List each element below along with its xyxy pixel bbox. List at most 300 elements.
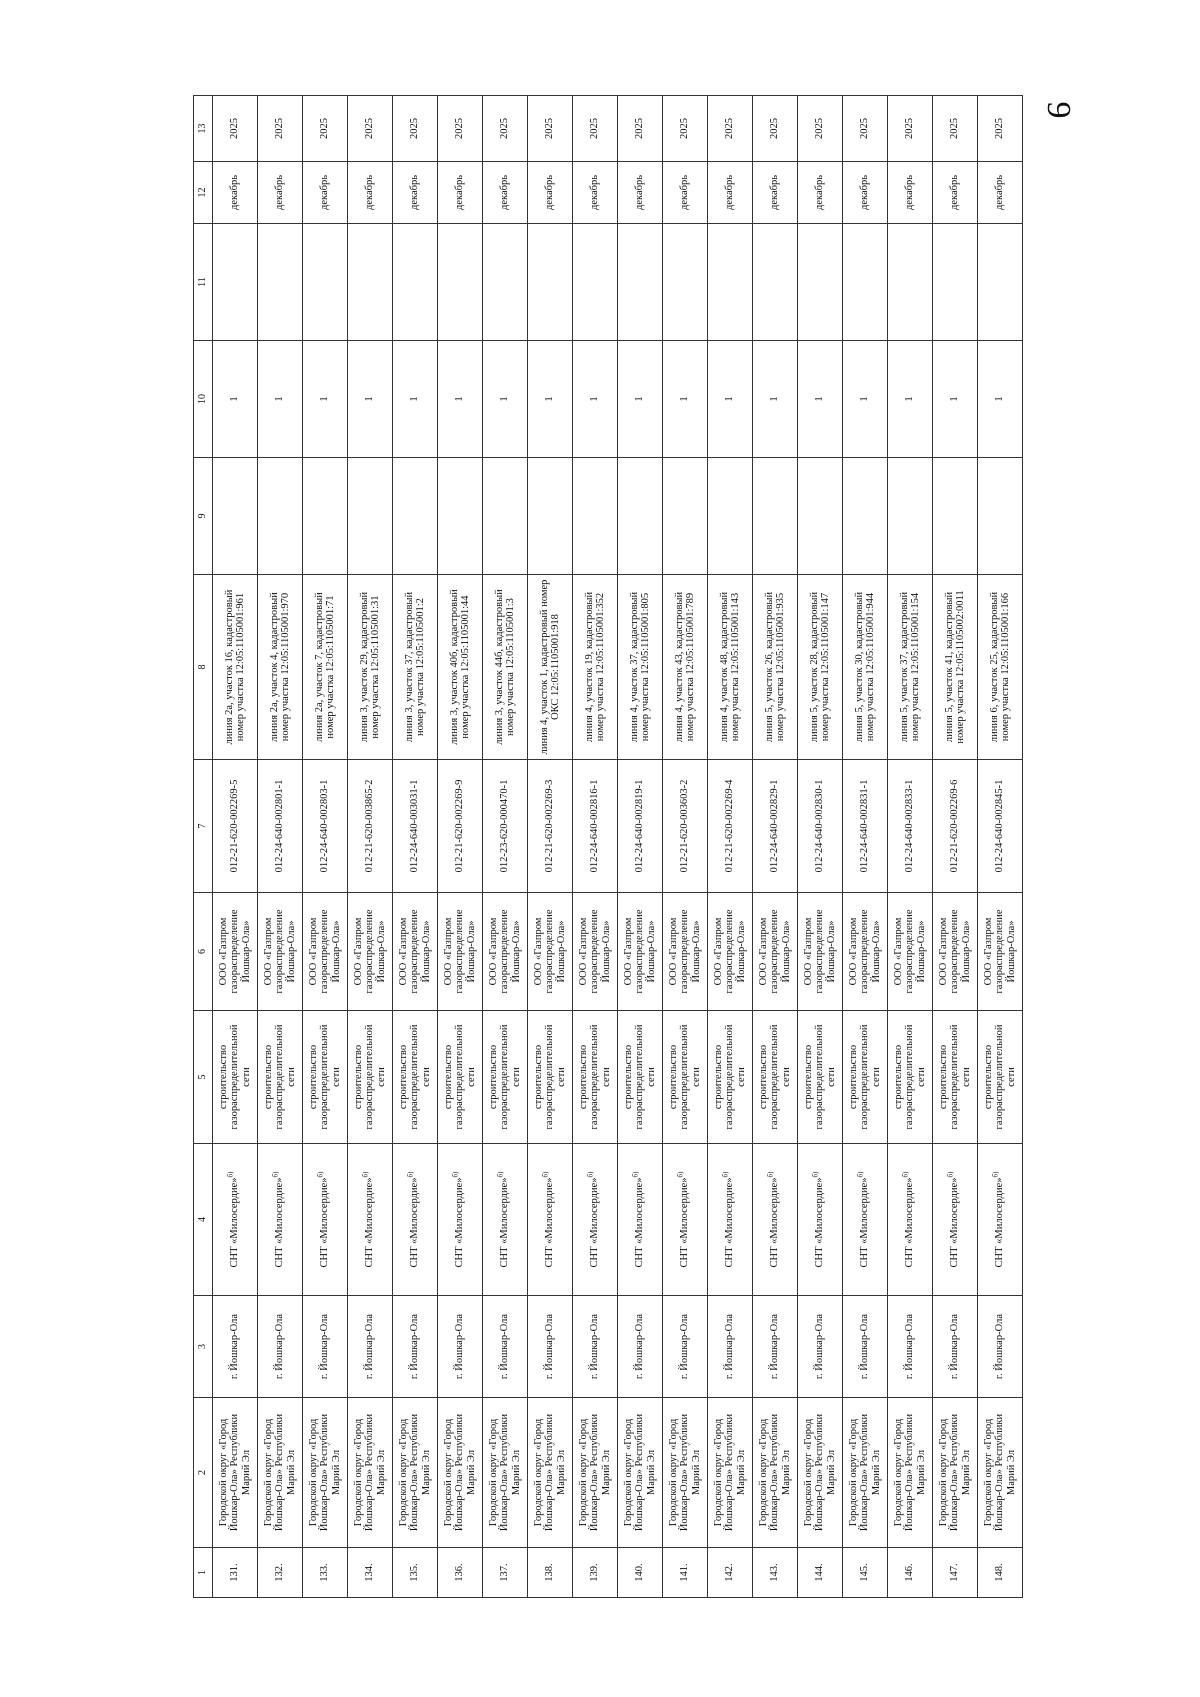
address-cell: линия 5, участок 41, кадастровый номер участка 12:05:1105002:0011 bbox=[933, 575, 978, 760]
company-cell: ООО «Газпром газораспределение Йошкар-Ола» bbox=[258, 893, 303, 1011]
table-row bbox=[753, 96, 798, 1598]
code-cell: 012-21-620-003865-2 bbox=[348, 760, 393, 893]
object-cell bbox=[708, 1144, 753, 1296]
object-name: СНТ «Милосердие» bbox=[274, 1177, 286, 1268]
footnote-mark: б) bbox=[361, 1171, 370, 1178]
district-cell: Городской округ «Город Йошкар-Ола» Республики Марий Эл bbox=[753, 1398, 798, 1548]
district-cell: Городской округ «Город Йошкар-Ола» Республики Марий Эл bbox=[393, 1398, 438, 1548]
company-cell: ООО «Газпром газораспределение Йошкар-Ола» bbox=[663, 893, 708, 1011]
object-cell bbox=[888, 1144, 933, 1296]
footnote-mark: б) bbox=[766, 1171, 775, 1178]
table-row bbox=[528, 96, 573, 1598]
object-cell bbox=[438, 1144, 483, 1296]
address-cell: линия 5, участок 37, кадастровый номер участка 12:05:1105001:154 bbox=[888, 575, 933, 760]
work-type-cell: строительство газораспределительной сети bbox=[978, 1011, 1023, 1144]
company-cell: ООО «Газпром газораспределение Йошкар-Ола» bbox=[753, 893, 798, 1011]
col10-cell: 1 bbox=[483, 341, 528, 458]
column-header-8: 8 bbox=[194, 575, 213, 760]
month-cell: декабрь bbox=[978, 162, 1023, 224]
column-header-12: 12 bbox=[194, 162, 213, 224]
object-name: СНТ «Милосердие» bbox=[499, 1177, 511, 1268]
object-cell bbox=[483, 1144, 528, 1296]
col11-cell bbox=[438, 224, 483, 341]
col9-cell bbox=[618, 458, 663, 575]
district-cell: Городской округ «Город Йошкар-Ола» Республики Марий Эл bbox=[798, 1398, 843, 1548]
district-cell: Городской округ «Город Йошкар-Ола» Республики Марий Эл bbox=[843, 1398, 888, 1548]
city-cell: г. Йошкар-Ола bbox=[528, 1296, 573, 1398]
work-type-cell: строительство газораспределительной сети bbox=[573, 1011, 618, 1144]
code-cell: 012-21-620-002269-6 bbox=[933, 760, 978, 893]
month-cell: декабрь bbox=[798, 162, 843, 224]
column-header-13: 13 bbox=[194, 96, 213, 162]
month-cell: декабрь bbox=[843, 162, 888, 224]
table-row bbox=[888, 96, 933, 1598]
object-cell bbox=[303, 1144, 348, 1296]
footnote-mark: б) bbox=[856, 1171, 865, 1178]
district-cell: Городской округ «Город Йошкар-Ола» Республики Марий Эл bbox=[348, 1398, 393, 1548]
work-type-cell: строительство газораспределительной сети bbox=[708, 1011, 753, 1144]
company-cell: ООО «Газпром газораспределение Йошкар-Ола» bbox=[708, 893, 753, 1011]
month-cell: декабрь bbox=[393, 162, 438, 224]
address-cell: линия 4, участок 37, кадастровый номер участка 12:05:1105001:805 bbox=[618, 575, 663, 760]
address-cell: линия 5, участок 26, кадастровый номер участка 12:05:1105001:935 bbox=[753, 575, 798, 760]
object-name: СНТ «Милосердие» bbox=[409, 1177, 421, 1268]
col11-cell bbox=[708, 224, 753, 341]
year-cell: 2025 bbox=[393, 96, 438, 162]
col11-cell bbox=[933, 224, 978, 341]
object-cell bbox=[663, 1144, 708, 1296]
city-cell: г. Йошкар-Ола bbox=[213, 1296, 258, 1398]
work-type-cell: строительство газораспределительной сети bbox=[528, 1011, 573, 1144]
year-cell: 2025 bbox=[438, 96, 483, 162]
work-type-cell: строительство газораспределительной сети bbox=[483, 1011, 528, 1144]
row-number: 148. bbox=[978, 1548, 1023, 1598]
object-cell bbox=[978, 1144, 1023, 1296]
code-cell: 012-24-640-003031-1 bbox=[393, 760, 438, 893]
object-name: СНТ «Милосердие» bbox=[724, 1177, 736, 1268]
district-cell: Городской округ «Город Йошкар-Ола» Республики Марий Эл bbox=[708, 1398, 753, 1548]
object-name: СНТ «Милосердие» bbox=[814, 1177, 826, 1268]
col11-cell bbox=[618, 224, 663, 341]
code-cell: 012-24-640-002845-1 bbox=[978, 760, 1023, 893]
city-cell: г. Йошкар-Ола bbox=[798, 1296, 843, 1398]
company-cell: ООО «Газпром газораспределение Йошкар-Ола» bbox=[798, 893, 843, 1011]
col11-cell bbox=[213, 224, 258, 341]
year-cell: 2025 bbox=[978, 96, 1023, 162]
company-cell: ООО «Газпром газораспределение Йошкар-Ола» bbox=[303, 893, 348, 1011]
city-cell: г. Йошкар-Ола bbox=[978, 1296, 1023, 1398]
year-cell: 2025 bbox=[843, 96, 888, 162]
row-number: 135. bbox=[393, 1548, 438, 1598]
city-cell: г. Йошкар-Ола bbox=[573, 1296, 618, 1398]
col9-cell bbox=[978, 458, 1023, 575]
footnote-mark: б) bbox=[541, 1171, 550, 1178]
footnote-mark: б) bbox=[451, 1171, 460, 1178]
col10-cell: 1 bbox=[933, 341, 978, 458]
row-number: 141. bbox=[663, 1548, 708, 1598]
col9-cell bbox=[933, 458, 978, 575]
code-cell: 012-21-620-002269-9 bbox=[438, 760, 483, 893]
object-name: СНТ «Милосердие» bbox=[904, 1177, 916, 1268]
month-cell: декабрь bbox=[618, 162, 663, 224]
object-cell bbox=[258, 1144, 303, 1296]
work-type-cell: строительство газораспределительной сети bbox=[348, 1011, 393, 1144]
column-header-row bbox=[194, 96, 213, 1598]
col9-cell bbox=[258, 458, 303, 575]
address-cell: линия 5, участок 28, кадастровый номер участка 12:05:1105001:147 bbox=[798, 575, 843, 760]
district-cell: Городской округ «Город Йошкар-Ола» Республики Марий Эл bbox=[933, 1398, 978, 1548]
year-cell: 2025 bbox=[303, 96, 348, 162]
work-type-cell: строительство газораспределительной сети bbox=[888, 1011, 933, 1144]
col9-cell bbox=[528, 458, 573, 575]
work-type-cell: строительство газораспределительной сети bbox=[663, 1011, 708, 1144]
company-cell: ООО «Газпром газораспределение Йошкар-Ола» bbox=[348, 893, 393, 1011]
object-name: СНТ «Милосердие» bbox=[949, 1177, 961, 1268]
object-cell bbox=[213, 1144, 258, 1296]
footnote-mark: б) bbox=[226, 1171, 235, 1178]
column-header-1: 1 bbox=[194, 1548, 213, 1598]
address-cell: линия 3, участок 37, кадастровый номер участка 12:05:1105001:2 bbox=[393, 575, 438, 760]
month-cell: декабрь bbox=[483, 162, 528, 224]
table-row bbox=[393, 96, 438, 1598]
district-cell: Городской округ «Город Йошкар-Ола» Республики Марий Эл bbox=[888, 1398, 933, 1548]
address-cell: линия 2а, участок 16, кадастровый номер участка 12:05:1105001:961 bbox=[213, 575, 258, 760]
footnote-mark: б) bbox=[631, 1171, 640, 1178]
company-cell: ООО «Газпром газораспределение Йошкар-Ола» bbox=[528, 893, 573, 1011]
object-cell bbox=[933, 1144, 978, 1296]
address-cell: линия 2а, участок 4, кадастровый номер участка 12:05:1105001:970 bbox=[258, 575, 303, 760]
object-name: СНТ «Милосердие» bbox=[769, 1177, 781, 1268]
code-cell: 012-24-640-002831-1 bbox=[843, 760, 888, 893]
work-type-cell: строительство газораспределительной сети bbox=[798, 1011, 843, 1144]
col11-cell bbox=[573, 224, 618, 341]
col9-cell bbox=[438, 458, 483, 575]
month-cell: декабрь bbox=[348, 162, 393, 224]
company-cell: ООО «Газпром газораспределение Йошкар-Ола» bbox=[978, 893, 1023, 1011]
month-cell: декабрь bbox=[213, 162, 258, 224]
object-cell bbox=[393, 1144, 438, 1296]
company-cell: ООО «Газпром газораспределение Йошкар-Ола» bbox=[438, 893, 483, 1011]
object-name: СНТ «Милосердие» bbox=[364, 1177, 376, 1268]
col9-cell bbox=[753, 458, 798, 575]
object-cell bbox=[348, 1144, 393, 1296]
table-row bbox=[843, 96, 888, 1598]
col11-cell bbox=[483, 224, 528, 341]
object-name: СНТ «Милосердие» bbox=[634, 1177, 646, 1268]
col11-cell bbox=[843, 224, 888, 341]
company-cell: ООО «Газпром газораспределение Йошкар-Ола» bbox=[618, 893, 663, 1011]
year-cell: 2025 bbox=[528, 96, 573, 162]
table-row bbox=[213, 96, 258, 1598]
code-cell: 012-23-620-000470-1 bbox=[483, 760, 528, 893]
object-name: СНТ «Милосердие» bbox=[544, 1177, 556, 1268]
table-body bbox=[213, 96, 1023, 1598]
row-number: 133. bbox=[303, 1548, 348, 1598]
col11-cell bbox=[663, 224, 708, 341]
work-type-cell: строительство газораспределительной сети bbox=[753, 1011, 798, 1144]
work-type-cell: строительство газораспределительной сети bbox=[438, 1011, 483, 1144]
footnote-mark: б) bbox=[271, 1171, 280, 1178]
col9-cell bbox=[663, 458, 708, 575]
table-row bbox=[663, 96, 708, 1598]
col11-cell bbox=[888, 224, 933, 341]
year-cell: 2025 bbox=[798, 96, 843, 162]
col10-cell: 1 bbox=[843, 341, 888, 458]
column-header-7: 7 bbox=[194, 760, 213, 893]
code-cell: 012-21-620-002269-5 bbox=[213, 760, 258, 893]
object-name: СНТ «Милосердие» bbox=[679, 1177, 691, 1268]
col11-cell bbox=[258, 224, 303, 341]
table-row bbox=[303, 96, 348, 1598]
year-cell: 2025 bbox=[663, 96, 708, 162]
row-number: 140. bbox=[618, 1548, 663, 1598]
footnote-mark: б) bbox=[811, 1171, 820, 1178]
address-cell: линия 4, участок 48, кадастровый номер участка 12:05:1105001:143 bbox=[708, 575, 753, 760]
col11-cell bbox=[393, 224, 438, 341]
footnote-mark: б) bbox=[316, 1171, 325, 1178]
footnote-mark: б) bbox=[406, 1171, 415, 1178]
table-row bbox=[618, 96, 663, 1598]
object-cell bbox=[573, 1144, 618, 1296]
district-cell: Городской округ «Город Йошкар-Ола» Республики Марий Эл bbox=[483, 1398, 528, 1548]
object-cell bbox=[753, 1144, 798, 1296]
month-cell: декабрь bbox=[663, 162, 708, 224]
footnote-mark: б) bbox=[946, 1171, 955, 1178]
column-header-5: 5 bbox=[194, 1011, 213, 1144]
col10-cell: 1 bbox=[888, 341, 933, 458]
col10-cell: 1 bbox=[258, 341, 303, 458]
address-cell: линия 4, участок 19, кадастровый номер участка 12:05:1105001:352 bbox=[573, 575, 618, 760]
district-cell: Городской округ «Город Йошкар-Ола» Республики Марий Эл bbox=[978, 1398, 1023, 1548]
column-header-11: 11 bbox=[194, 224, 213, 341]
col11-cell bbox=[798, 224, 843, 341]
column-header-10: 10 bbox=[194, 341, 213, 458]
table-row bbox=[978, 96, 1023, 1598]
code-cell: 012-24-640-002801-1 bbox=[258, 760, 303, 893]
city-cell: г. Йошкар-Ола bbox=[888, 1296, 933, 1398]
row-number: 138. bbox=[528, 1548, 573, 1598]
district-cell: Городской округ «Город Йошкар-Ола» Республики Марий Эл bbox=[573, 1398, 618, 1548]
col10-cell: 1 bbox=[663, 341, 708, 458]
footnote-mark: б) bbox=[721, 1171, 730, 1178]
month-cell: декабрь bbox=[303, 162, 348, 224]
company-cell: ООО «Газпром газораспределение Йошкар-Ола» bbox=[888, 893, 933, 1011]
district-cell: Городской округ «Город Йошкар-Ола» Республики Марий Эл bbox=[303, 1398, 348, 1548]
table-row bbox=[798, 96, 843, 1598]
column-header-4: 4 bbox=[194, 1144, 213, 1296]
footnote-mark: б) bbox=[991, 1171, 1000, 1178]
col10-cell: 1 bbox=[573, 341, 618, 458]
code-cell: 012-24-640-002830-1 bbox=[798, 760, 843, 893]
year-cell: 2025 bbox=[213, 96, 258, 162]
col11-cell bbox=[348, 224, 393, 341]
column-header-9: 9 bbox=[194, 458, 213, 575]
year-cell: 2025 bbox=[618, 96, 663, 162]
column-header-3: 3 bbox=[194, 1296, 213, 1398]
city-cell: г. Йошкар-Ола bbox=[753, 1296, 798, 1398]
object-cell bbox=[798, 1144, 843, 1296]
company-cell: ООО «Газпром газораспределение Йошкар-Ола» bbox=[213, 893, 258, 1011]
month-cell: декабрь bbox=[753, 162, 798, 224]
code-cell: 012-24-640-002829-1 bbox=[753, 760, 798, 893]
col9-cell bbox=[213, 458, 258, 575]
district-cell: Городской округ «Город Йошкар-Ола» Республики Марий Эл bbox=[438, 1398, 483, 1548]
object-name: СНТ «Милосердие» bbox=[589, 1177, 601, 1268]
row-number: 136. bbox=[438, 1548, 483, 1598]
table-row bbox=[348, 96, 393, 1598]
object-name: СНТ «Милосердие» bbox=[994, 1177, 1006, 1268]
address-cell: линия 3, участок 29, кадастровый номер участка 12:05:1105001:31 bbox=[348, 575, 393, 760]
address-cell: линия 5, участок 30, кадастровый номер участка 12:05:1105001:944 bbox=[843, 575, 888, 760]
district-cell: Городской округ «Город Йошкар-Ола» Республики Марий Эл bbox=[663, 1398, 708, 1548]
col9-cell bbox=[843, 458, 888, 575]
address-cell: линия 6, участок 25, кадастровый номер участка 12:05:1105001:166 bbox=[978, 575, 1023, 760]
col10-cell: 1 bbox=[753, 341, 798, 458]
col9-cell bbox=[393, 458, 438, 575]
col10-cell: 1 bbox=[348, 341, 393, 458]
code-cell: 012-24-640-002803-1 bbox=[303, 760, 348, 893]
footnote-mark: б) bbox=[676, 1171, 685, 1178]
city-cell: г. Йошкар-Ола bbox=[618, 1296, 663, 1398]
work-type-cell: строительство газораспределительной сети bbox=[258, 1011, 303, 1144]
month-cell: декабрь bbox=[573, 162, 618, 224]
footnote-mark: б) bbox=[586, 1171, 595, 1178]
work-type-cell: строительство газораспределительной сети bbox=[618, 1011, 663, 1144]
col9-cell bbox=[888, 458, 933, 575]
col9-cell bbox=[348, 458, 393, 575]
district-cell: Городской округ «Город Йошкар-Ола» Республики Марий Эл bbox=[258, 1398, 303, 1548]
col11-cell bbox=[528, 224, 573, 341]
column-header-2: 2 bbox=[194, 1398, 213, 1548]
address-cell: линия 3, участок 44б, кадастровый номер участка 12:05:1105001:3 bbox=[483, 575, 528, 760]
column-header-6: 6 bbox=[194, 893, 213, 1011]
object-name: СНТ «Милосердие» bbox=[229, 1177, 241, 1268]
month-cell: декабрь bbox=[528, 162, 573, 224]
footnote-mark: б) bbox=[901, 1171, 910, 1178]
col10-cell: 1 bbox=[798, 341, 843, 458]
city-cell: г. Йошкар-Ола bbox=[933, 1296, 978, 1398]
company-cell: ООО «Газпром газораспределение Йошкар-Ола» bbox=[393, 893, 438, 1011]
object-name: СНТ «Милосердие» bbox=[454, 1177, 466, 1268]
year-cell: 2025 bbox=[483, 96, 528, 162]
footnote-mark: б) bbox=[496, 1171, 505, 1178]
table-row bbox=[258, 96, 303, 1598]
year-cell: 2025 bbox=[348, 96, 393, 162]
col10-cell: 1 bbox=[393, 341, 438, 458]
code-cell: 012-24-640-002819-1 bbox=[618, 760, 663, 893]
table-row bbox=[438, 96, 483, 1598]
rotated-table-container bbox=[193, 96, 1020, 1598]
code-cell: 012-24-640-002816-1 bbox=[573, 760, 618, 893]
col10-cell: 1 bbox=[978, 341, 1023, 458]
month-cell: декабрь bbox=[708, 162, 753, 224]
col9-cell bbox=[573, 458, 618, 575]
table-row bbox=[933, 96, 978, 1598]
col11-cell bbox=[753, 224, 798, 341]
col10-cell: 1 bbox=[213, 341, 258, 458]
year-cell: 2025 bbox=[753, 96, 798, 162]
city-cell: г. Йошкар-Ола bbox=[393, 1296, 438, 1398]
object-name: СНТ «Милосердие» bbox=[319, 1177, 331, 1268]
row-number: 139. bbox=[573, 1548, 618, 1598]
year-cell: 2025 bbox=[573, 96, 618, 162]
month-cell: декабрь bbox=[933, 162, 978, 224]
code-cell: 012-24-640-002833-1 bbox=[888, 760, 933, 893]
year-cell: 2025 bbox=[258, 96, 303, 162]
row-number: 132. bbox=[258, 1548, 303, 1598]
month-cell: декабрь bbox=[438, 162, 483, 224]
table-row bbox=[573, 96, 618, 1598]
company-cell: ООО «Газпром газораспределение Йошкар-Ола» bbox=[573, 893, 618, 1011]
col9-cell bbox=[303, 458, 348, 575]
col10-cell: 1 bbox=[708, 341, 753, 458]
col11-cell bbox=[978, 224, 1023, 341]
code-cell: 012-21-620-002269-4 bbox=[708, 760, 753, 893]
object-cell bbox=[618, 1144, 663, 1296]
city-cell: г. Йошкар-Ола bbox=[438, 1296, 483, 1398]
address-cell: линия 2а, участок 7, кадастровый номер участка 12:05:1105001:71 bbox=[303, 575, 348, 760]
district-cell: Городской округ «Город Йошкар-Ола» Республики Марий Эл bbox=[528, 1398, 573, 1548]
work-type-cell: строительство газораспределительной сети bbox=[213, 1011, 258, 1144]
row-number: 131. bbox=[213, 1548, 258, 1598]
col9-cell bbox=[798, 458, 843, 575]
page-number: 9 bbox=[1040, 101, 1077, 119]
city-cell: г. Йошкар-Ола bbox=[258, 1296, 303, 1398]
col10-cell: 1 bbox=[303, 341, 348, 458]
city-cell: г. Йошкар-Ола bbox=[843, 1296, 888, 1398]
row-number: 137. bbox=[483, 1548, 528, 1598]
col9-cell bbox=[708, 458, 753, 575]
code-cell: 012-21-620-003603-2 bbox=[663, 760, 708, 893]
city-cell: г. Йошкар-Ола bbox=[303, 1296, 348, 1398]
company-cell: ООО «Газпром газораспределение Йошкар-Ола» bbox=[843, 893, 888, 1011]
table-row bbox=[483, 96, 528, 1598]
work-type-cell: строительство газораспределительной сети bbox=[393, 1011, 438, 1144]
row-number: 145. bbox=[843, 1548, 888, 1598]
address-cell: линия 3, участок 40б, кадастровый номер участка 12:05:1105001:44 bbox=[438, 575, 483, 760]
address-cell: линия 4, участок 1, кадастровый номер ОКС 12:05:1105001:918 bbox=[528, 575, 573, 760]
address-cell: линия 4, участок 43, кадастровый номер участка 12:05:1105001:789 bbox=[663, 575, 708, 760]
city-cell: г. Йошкар-Ола bbox=[483, 1296, 528, 1398]
col10-cell: 1 bbox=[438, 341, 483, 458]
col9-cell bbox=[483, 458, 528, 575]
row-number: 134. bbox=[348, 1548, 393, 1598]
object-name: СНТ «Милосердие» bbox=[859, 1177, 871, 1268]
col11-cell bbox=[303, 224, 348, 341]
month-cell: декабрь bbox=[258, 162, 303, 224]
district-cell: Городской округ «Город Йошкар-Ола» Республики Марий Эл bbox=[213, 1398, 258, 1548]
work-type-cell: строительство газораспределительной сети bbox=[933, 1011, 978, 1144]
code-cell: 012-21-620-002269-3 bbox=[528, 760, 573, 893]
work-type-cell: строительство газораспределительной сети bbox=[303, 1011, 348, 1144]
object-cell bbox=[843, 1144, 888, 1296]
col10-cell: 1 bbox=[618, 341, 663, 458]
month-cell: декабрь bbox=[888, 162, 933, 224]
row-number: 147. bbox=[933, 1548, 978, 1598]
year-cell: 2025 bbox=[933, 96, 978, 162]
row-number: 143. bbox=[753, 1548, 798, 1598]
city-cell: г. Йошкар-Ола bbox=[708, 1296, 753, 1398]
city-cell: г. Йошкар-Ола bbox=[663, 1296, 708, 1398]
year-cell: 2025 bbox=[708, 96, 753, 162]
company-cell: ООО «Газпром газораспределение Йошкар-Ола» bbox=[933, 893, 978, 1011]
table-row bbox=[708, 96, 753, 1598]
work-type-cell: строительство газораспределительной сети bbox=[843, 1011, 888, 1144]
row-number: 142. bbox=[708, 1548, 753, 1598]
company-cell: ООО «Газпром газораспределение Йошкар-Ола» bbox=[483, 893, 528, 1011]
city-cell: г. Йошкар-Ола bbox=[348, 1296, 393, 1398]
row-number: 146. bbox=[888, 1548, 933, 1598]
